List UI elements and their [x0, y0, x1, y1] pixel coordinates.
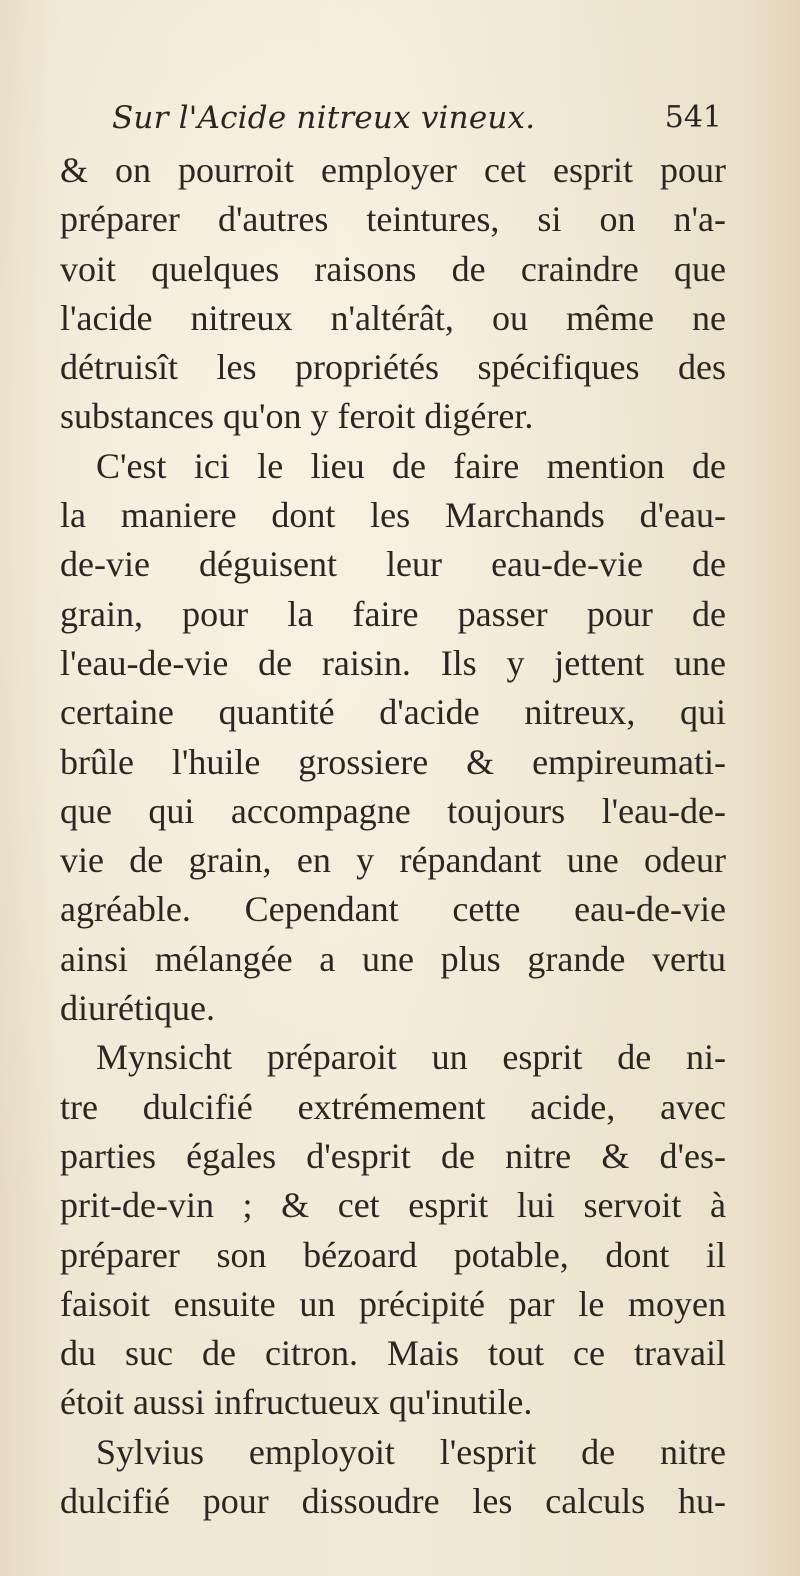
text-line: préparer d'autres teintures, si on n'a- [60, 199, 726, 240]
text-line: faisoit ensuite un précipité par le moyen [60, 1283, 726, 1324]
text-line: certaine quantité d'acide nitreux, qui [60, 692, 726, 733]
text-line: & on pourroit employer cet esprit pour [60, 150, 726, 190]
page-header [112, 100, 722, 144]
text-line: brûle l'huile grossiere & empireumati- [60, 741, 726, 782]
text-line: parties égales d'esprit de nitre & d'es- [60, 1135, 726, 1176]
text-line: préparer son bézoard potable, dont il [60, 1234, 726, 1275]
text-line: diurétique. [60, 988, 215, 1029]
text-line: l'acide nitreux n'altérât, ou même ne [60, 297, 726, 338]
text-line: substances qu'on y feroit digérer. [60, 396, 534, 437]
text-line: Sylvius employoit l'esprit de nitre [96, 1431, 726, 1472]
text-line: l'eau-de-vie de raisin. Ils y jettent une [60, 642, 726, 683]
text-line: du suc de citron. Mais tout ce travail [60, 1333, 726, 1374]
text-line: grain, pour la faire passer pour de [60, 593, 726, 634]
running-title: Sur l'Acide nitreux vineux. [112, 100, 536, 136]
text-line: Mynsicht préparoit un esprit de ni- [96, 1037, 726, 1078]
text-line: tre dulcifié extrémement acide, avec [60, 1086, 726, 1127]
text-line: la maniere dont les Marchands d'eau- [60, 495, 726, 536]
body-text [60, 146, 726, 1526]
text-line: que qui accompagne toujours l'eau-de- [60, 790, 726, 831]
text-line: agréable. Cependant cette eau-de-vie [60, 889, 726, 930]
text-line: dulcifié pour dissoudre les calculs hu- [60, 1481, 726, 1522]
text-line: étoit aussi infructueux qu'inutile. [60, 1382, 533, 1423]
text-line: C'est ici le lieu de faire mention de [96, 445, 726, 486]
text-line: vie de grain, en y répandant une odeur [60, 840, 726, 881]
text-line: détruisît les propriétés spécifiques des [60, 347, 726, 388]
text-line: prit-de-vin ; & cet esprit lui servoit à [60, 1185, 726, 1226]
text-line: de-vie déguisent leur eau-de-vie de [60, 544, 726, 585]
page-number: 541 [664, 100, 722, 135]
text-line: ainsi mélangée a une plus grande vertu [60, 938, 726, 979]
text-line: voit quelques raisons de craindre que [60, 248, 726, 289]
